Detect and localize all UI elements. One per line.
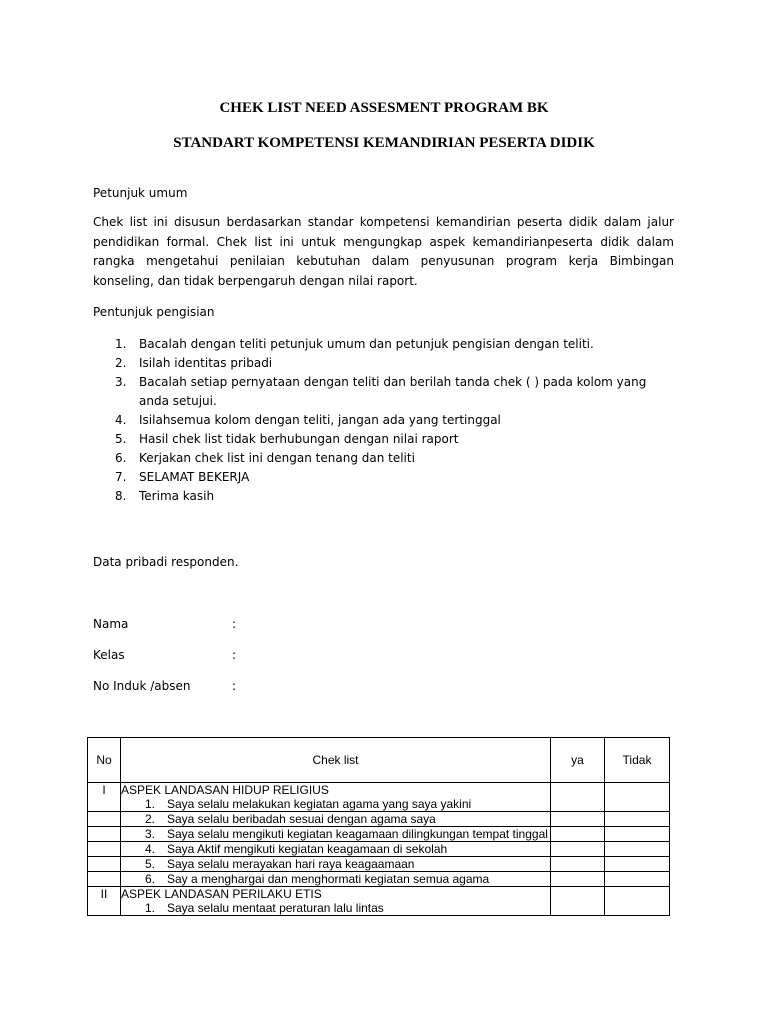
item-text: Saya selalu mentaat peraturan lalu lintas (167, 901, 384, 915)
field-colon: : (232, 679, 237, 693)
ya-checkbox-cell[interactable] (551, 857, 605, 872)
table-row (88, 812, 670, 827)
row-number-cell (88, 812, 121, 827)
instruction-number: 8. (115, 489, 127, 503)
item-number: 5. (145, 857, 156, 871)
item-number: 2. (145, 812, 156, 826)
field-colon: : (232, 617, 237, 631)
item-text: Saya Aktif mengikuti kegiatan keagamaan di sekolah (167, 842, 448, 856)
field-label: Nama (93, 617, 129, 631)
table-row (88, 827, 670, 842)
tidak-checkbox-cell[interactable] (605, 827, 670, 842)
row-number-cell (88, 872, 121, 887)
field-nama (93, 617, 237, 631)
instruction-text: Isilahsemua kolom dengan teliti, jangan ada yang tertinggal (139, 413, 501, 427)
tidak-checkbox-cell[interactable] (605, 842, 670, 857)
ya-checkbox-cell[interactable] (551, 812, 605, 827)
ya-checkbox-cell[interactable] (551, 842, 605, 857)
ya-checkbox-cell[interactable] (551, 827, 605, 842)
table-header-row (88, 738, 670, 783)
instruction-item (93, 430, 673, 449)
checklist-item (121, 872, 550, 886)
checklist-table (87, 737, 670, 916)
checklist-cell (121, 812, 551, 827)
item-text: Saya selalu melakukan kegiatan agama yang saya yakini (167, 797, 472, 811)
instruction-item (93, 411, 673, 430)
ya-checkbox-cell[interactable] (551, 887, 605, 916)
header-no: No (88, 738, 121, 783)
aspect-title: ASPEK LANDASAN PERILAKU ETIS (121, 887, 322, 901)
instruction-item (93, 449, 673, 468)
tidak-checkbox-cell[interactable] (605, 783, 670, 812)
field-no-induk (93, 679, 237, 693)
petunjuk-umum-heading: Petunjuk umum (93, 186, 188, 200)
aspect-row (88, 887, 670, 916)
field-kelas (93, 648, 237, 662)
aspect-number: I (88, 783, 121, 812)
table-body (88, 783, 670, 916)
item-text: Saya selalu merayakan hari raya keagaamaan (167, 857, 415, 871)
instruction-number: 7. (115, 470, 127, 484)
item-number: 6. (145, 872, 156, 886)
instruction-number: 4. (115, 413, 127, 427)
document-title: CHEK LIST NEED ASSESMENT PROGRAM BK (219, 100, 549, 116)
petunjuk-umum-text: Chek list ini disusun berdasarkan standar kompetensi kemandirian peserta didik dalam jalur pendidikan formal. Chek list ini untuk mengungkap aspek kemandirianpeserta didik dalam rangka mengetahui penilaian kebutuhan dalam penyusunan program kerja Bimbingan konseling, dan tidak berpengaruh dengan nilai raport. (93, 215, 674, 288)
instruction-item (93, 373, 673, 411)
instruction-item (93, 354, 673, 373)
ya-checkbox-cell[interactable] (551, 872, 605, 887)
item-text: Saya selalu mengikuti kegiatan keagamaan dilingkungan tempat tinggal (167, 827, 548, 841)
instruction-list (93, 335, 673, 506)
instruction-text: Hasil chek list tidak berhubungan dengan nilai raport (139, 432, 459, 446)
tidak-checkbox-cell[interactable] (605, 887, 670, 916)
table-row (88, 842, 670, 857)
instruction-item (93, 335, 673, 354)
item-number: 3. (145, 827, 156, 841)
tidak-checkbox-cell[interactable] (605, 872, 670, 887)
field-label: No Induk /absen (93, 679, 191, 693)
field-colon: : (232, 648, 237, 662)
checklist-cell (121, 872, 551, 887)
instruction-text: Isilah identitas pribadi (139, 356, 273, 370)
tidak-checkbox-cell[interactable] (605, 812, 670, 827)
document-subtitle: STANDART KOMPETENSI KEMANDIRIAN PESERTA DIDIK (173, 135, 595, 151)
instruction-text: SELAMAT BEKERJA (139, 470, 250, 484)
checklist-item (121, 797, 550, 811)
table-row (88, 872, 670, 887)
checklist-cell (121, 827, 551, 842)
row-number-cell (88, 857, 121, 872)
checklist-item (121, 842, 550, 856)
aspect-number: II (88, 887, 121, 916)
item-text: Say a menghargai dan menghormati kegiatan semua agama (167, 872, 490, 886)
header-checklist: Chek list (121, 738, 551, 783)
instruction-item (93, 468, 673, 487)
aspect-title: ASPEK LANDASAN HIDUP RELIGIUS (121, 783, 329, 797)
header-ya: ya (551, 738, 605, 783)
instruction-text: Terima kasih (139, 489, 215, 503)
instruction-text: Bacalah dengan teliti petunjuk umum dan petunjuk pengisian dengan teliti. (139, 337, 594, 351)
table-row (88, 857, 670, 872)
data-pribadi-heading: Data pribadi responden. (93, 555, 239, 569)
instruction-number: 3. (115, 375, 127, 389)
instruction-number: 6. (115, 451, 127, 465)
tidak-checkbox-cell[interactable] (605, 857, 670, 872)
instruction-text: Kerjakan chek list ini dengan tenang dan teliti (139, 451, 415, 465)
checklist-item (121, 901, 550, 915)
item-text: Saya selalu beribadah sesuai dengan agama saya (167, 812, 436, 826)
instruction-item (93, 487, 673, 506)
row-number-cell (88, 827, 121, 842)
instruction-number: 2. (115, 356, 127, 370)
checklist-cell (121, 842, 551, 857)
aspect-row (88, 783, 670, 812)
field-label: Kelas (93, 648, 125, 662)
instruction-text: Bacalah setiap pernyataan dengan teliti dan berilah tanda chek ( ) pada kolom yang anda setujui. (139, 375, 647, 408)
item-number: 4. (145, 842, 156, 856)
checklist-item (121, 812, 550, 826)
row-number-cell (88, 842, 121, 857)
petunjuk-pengisian-heading: Pentunjuk pengisian (93, 305, 215, 319)
instruction-number: 1. (115, 337, 127, 351)
header-tidak: Tidak (605, 738, 670, 783)
aspect-cell (121, 887, 551, 916)
instruction-number: 5. (115, 432, 127, 446)
checklist-cell (121, 857, 551, 872)
checklist-item (121, 857, 550, 871)
aspect-cell (121, 783, 551, 812)
item-number: 1. (145, 901, 156, 915)
checklist-item (121, 827, 550, 841)
ya-checkbox-cell[interactable] (551, 783, 605, 812)
item-number: 1. (145, 797, 156, 811)
